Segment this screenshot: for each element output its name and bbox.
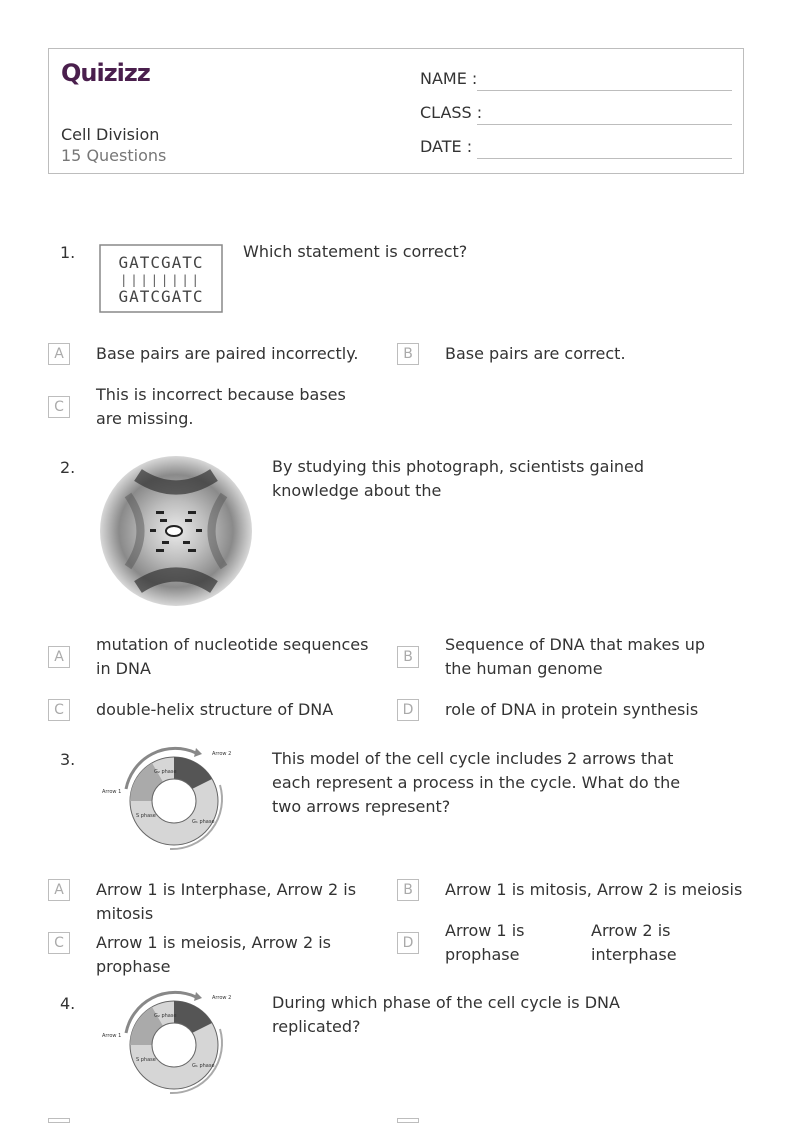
q1-option-a-text[interactable]: Base pairs are paired incorrectly. [96, 344, 359, 363]
q4-option-b-box[interactable] [397, 1118, 419, 1123]
q1-option-c-text[interactable]: This is incorrect because bases are missing. [96, 385, 346, 428]
q3-option-a-text[interactable]: Arrow 1 is Interphase, Arrow 2 is mitosis [96, 880, 357, 923]
g1-phase-label-2: G₁ phase [192, 1063, 215, 1069]
q1-option-b-box[interactable]: B [397, 343, 419, 365]
arrow-2-label-2: Arrow 2 [212, 995, 232, 1001]
q3-option-b-text[interactable]: Arrow 1 is mitosis, Arrow 2 is meiosis [445, 880, 743, 899]
arrow-1-label: Arrow 1 [102, 789, 122, 795]
q2-option-c-text[interactable]: double-helix structure of DNA [96, 700, 334, 719]
q2-option-b-text[interactable]: Sequence of DNA that makes up the human genome [445, 635, 706, 678]
date-field[interactable] [420, 137, 472, 156]
q2-option-c-box[interactable]: C [48, 699, 70, 721]
date-line [477, 158, 732, 159]
cell-cycle-diagram [100, 745, 240, 851]
question-3-number: 3. [60, 750, 76, 769]
s-phase-label: S phase [136, 813, 156, 819]
g2-phase-label-2: G₂ phase [154, 1013, 177, 1019]
arrow-1-label-2: Arrow 1 [102, 1033, 122, 1039]
question-count: 15 Questions [61, 146, 167, 165]
question-1-text: Which statement is correct? [243, 242, 468, 261]
worksheet-header [48, 48, 744, 174]
q2-option-d-box[interactable]: D [397, 699, 419, 721]
g2-phase-label: G₂ phase [154, 769, 177, 775]
class-label: CLASS : [420, 103, 483, 122]
q1-option-c-box[interactable]: C [48, 396, 70, 418]
q3-option-a-box[interactable]: A [48, 879, 70, 901]
g1-phase-label: G₁ phase [192, 819, 215, 825]
question-1-number: 1. [60, 243, 76, 262]
question-2-number: 2. [60, 458, 76, 477]
q3-option-c-box[interactable]: C [48, 932, 70, 954]
q2-option-a-box[interactable]: A [48, 646, 70, 668]
question-4-number: 4. [60, 994, 76, 1013]
q2-option-d-text[interactable]: role of DNA in protein synthesis [445, 700, 699, 719]
question-4-text: During which phase of the cell cycle is DNA replicated? [272, 993, 620, 1036]
quizizz-logo: Quizizz [61, 59, 150, 87]
cell-cycle-diagram-2 [100, 989, 240, 1095]
arrow-2-label: Arrow 2 [212, 751, 232, 757]
q3-option-d-text-part1[interactable]: Arrow 1 is prophase [445, 921, 525, 964]
q3-option-d-text-part2[interactable]: Arrow 2 is interphase [591, 921, 677, 964]
name-line [477, 90, 732, 91]
class-field[interactable] [420, 103, 482, 122]
question-3-text: This model of the cell cycle includes 2 arrows that each represent a process in the cycle. What do the two arrows represent? [272, 749, 681, 816]
q2-option-b-box[interactable]: B [397, 646, 419, 668]
q1-option-a-box[interactable]: A [48, 343, 70, 365]
question-2-text: By studying this photograph, scientists gained knowledge about the [272, 457, 645, 500]
s-phase-label-2: S phase [136, 1057, 156, 1063]
class-line [477, 124, 732, 125]
dna-bonds: |||||||| [120, 273, 202, 287]
name-label: NAME : [420, 69, 478, 88]
dna-sequence-image [99, 244, 223, 314]
q1-option-b-text[interactable]: Base pairs are correct. [445, 344, 626, 363]
q2-option-a-text[interactable]: mutation of nucleotide sequences in DNA [96, 635, 369, 678]
dna-top-strand: GATCGATC [118, 253, 204, 272]
q3-option-c-text[interactable]: Arrow 1 is meiosis, Arrow 2 is prophase [96, 933, 331, 976]
xray-diffraction-photo [98, 455, 254, 608]
dna-bottom-strand: GATCGATC [118, 287, 204, 306]
name-field[interactable] [420, 69, 477, 88]
date-label: DATE : [420, 137, 473, 156]
q3-option-d-box[interactable]: D [397, 932, 419, 954]
worksheet-title: Cell Division [61, 125, 160, 144]
q3-option-b-box[interactable]: B [397, 879, 419, 901]
q4-option-a-box[interactable] [48, 1118, 70, 1123]
